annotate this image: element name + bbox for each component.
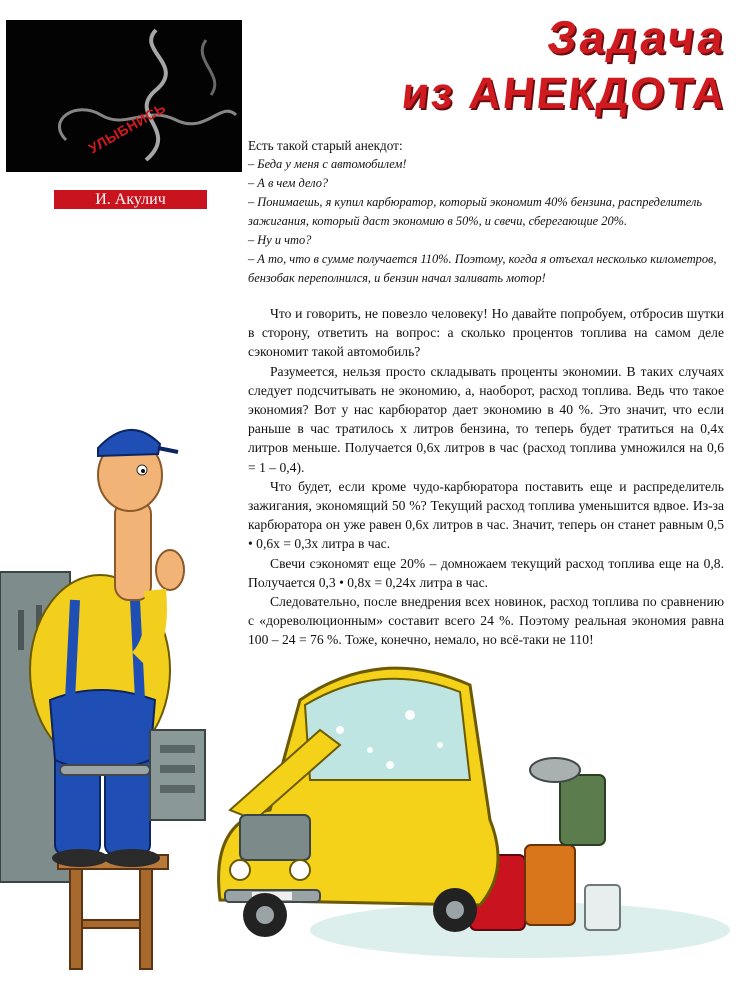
- body-paragraph: Разумеется, нельзя просто складывать проценты экономии. В таких случаях следует подсчитывать не экономию, а, наоборот, расход топлива. Ведь что такое экономия? Вот у нас карбюратор дает экономию в 40 %. Это значит, что если раньше в час тратилось x литров бензина, то теперь будет тратиться на 0,4x литров меньше. Получается 0,6x литров в час (расход топлива умножился на 0,6 = 1 – 0,4).: [248, 363, 724, 475]
- title-line-2: из АНЕКДОТА: [399, 69, 729, 118]
- article-intro: Есть такой старый анекдот:: [248, 138, 403, 153]
- anecdote-dialog: [248, 155, 724, 288]
- yellow-car: [219, 668, 498, 937]
- body-paragraph: Что будет, если кроме чудо-карбюратора поставить еще и распределитель зажигания, экономящий 50 %? Текущий расход топлива уменьшится вдвое. Из-за карбюратора он уже равен 0,6x литров в час. Значит, теперь он станет равным 0,5 • 0,6x = 0,3x литра в час.: [248, 478, 724, 552]
- dialog-line: – Ну и что?: [248, 233, 312, 247]
- dialog-line: – А в чем дело?: [248, 176, 329, 190]
- logo-label: УЛЫБНИСЬ: [85, 99, 169, 157]
- smoke-swirl-graphic: [6, 20, 242, 172]
- body-paragraph: Следовательно, после внедрения всех новинок, расход топлива по сравнению с «дореволюционным» составит всего 24 %. Поэтому реальная экономия равна 100 – 24 = 76 %. Тоже, конечно, немало, но всё-таки не 110!: [248, 594, 724, 648]
- dialog-line: – Понимаешь, я купил карбюратор, который экономит 40% бензина, распределитель зажигания, который даст экономию в 50%, и свечи, сберегающие 20%.: [248, 195, 703, 228]
- engine-block: [150, 730, 205, 820]
- title-line-1: Задача: [544, 11, 730, 63]
- dialog-line: – Беда у меня с автомобилем!: [248, 157, 407, 171]
- body-paragraph: Свечи сэкономят еще 20% – домножаем текущий расход топлива еще на 0,8. Получается 0,3 • 0,8x = 0,24x литра в час.: [248, 555, 724, 590]
- page-title: [399, 11, 730, 118]
- column-logo: [6, 20, 242, 172]
- body-paragraph: Что и говорить, не повезло человеку! Но давайте попробуем, отбросив шутки в сторону, ответить на вопрос: а сколько процентов топлива на самом деле сэкономит такой автомобиль?: [248, 306, 724, 360]
- dialog-line: – А то, что в сумме получается 110%. Поэтому, когда я отъехал несколько километров, бензобак переполнился, и бензин начал заливать мотор!: [248, 252, 717, 285]
- wooden-stool: [58, 855, 168, 969]
- author-banner: И. Акулич: [54, 190, 207, 209]
- mechanic-car-illustration: [0, 400, 740, 981]
